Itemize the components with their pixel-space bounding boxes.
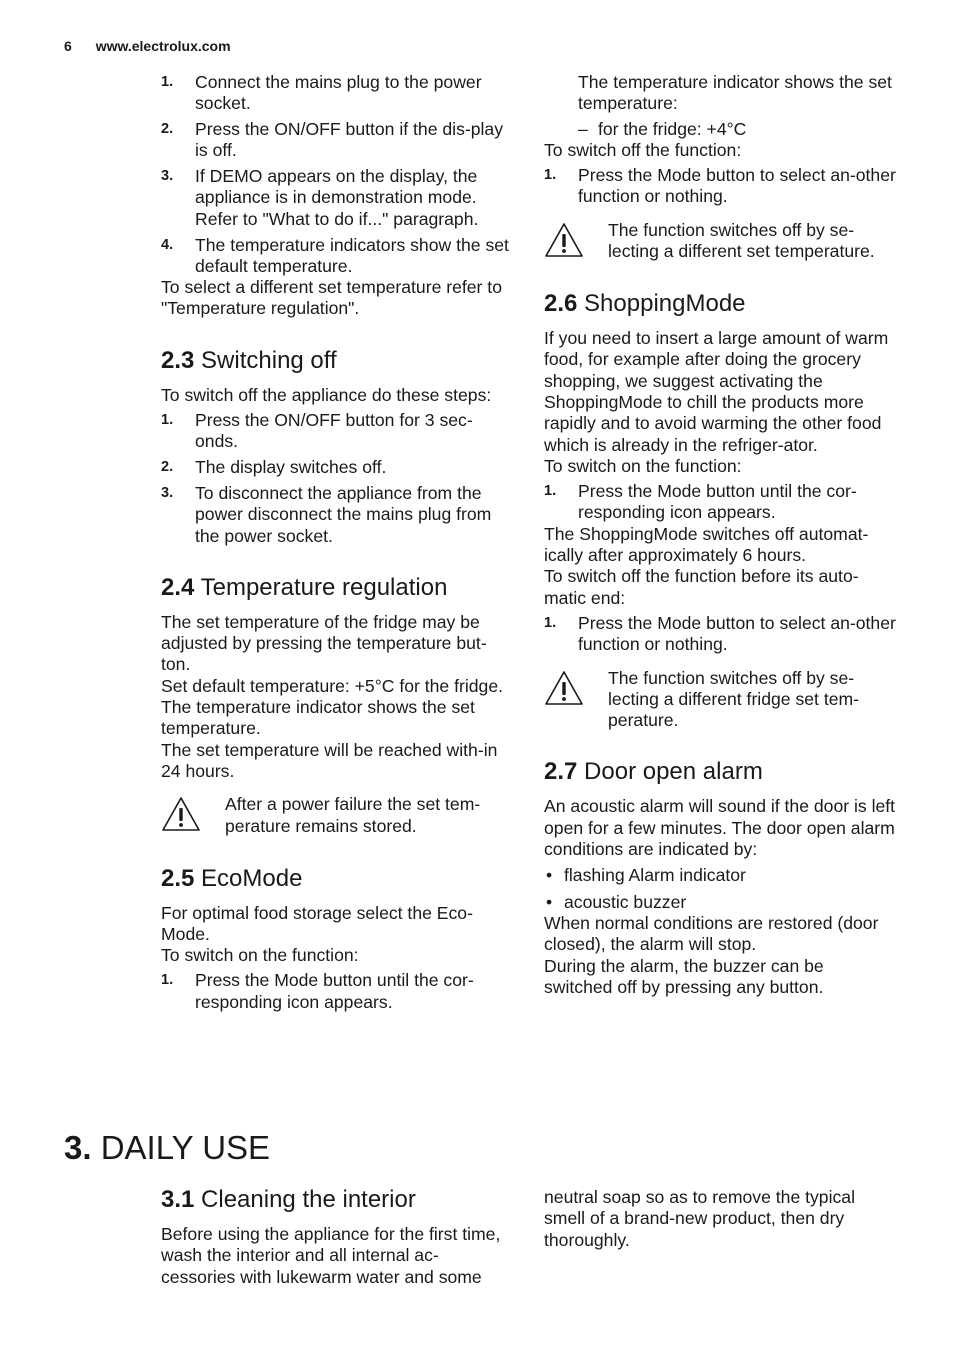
step-number: 3. — [161, 168, 174, 185]
step-number: 1. — [544, 614, 557, 631]
step-number: 4. — [161, 236, 174, 253]
list-item — [161, 166, 513, 230]
list-item — [161, 119, 513, 162]
step-number: 2. — [161, 121, 174, 138]
step-text: To disconnect the appliance from the power disconnect the mains plug from the power socket. — [195, 482, 492, 546]
paragraph: To switch off the function: — [544, 139, 742, 160]
left-column — [161, 72, 513, 1013]
paragraph: Before using the appliance for the first time, wash the interior and all internal ac-cessories with lukewarm water and some — [161, 1224, 501, 1287]
step-number: 1. — [161, 412, 174, 429]
chapter3-left-column — [161, 1185, 513, 1288]
step-text: The temperature indicators show the set default temperature. — [195, 234, 509, 276]
step-text: Press the Mode button until the cor-responding icon appears. — [578, 481, 857, 523]
warning-note — [544, 668, 896, 732]
ecomode-steps — [161, 970, 513, 1013]
warning-text: The function switches off by se-lecting a different fridge set tem-perature. — [608, 667, 860, 731]
chapter-heading — [64, 1128, 270, 1168]
section-title: Temperature regulation — [200, 573, 448, 601]
shopping-on-steps — [544, 481, 896, 524]
paragraph: An acoustic alarm will sound if the door is left open for a few minutes. The door open alarm conditions are indicated by: — [544, 796, 896, 860]
paragraph: The temperature indicator shows the set temperature. — [161, 697, 475, 739]
warning-note — [161, 794, 513, 837]
list-item — [161, 410, 513, 453]
dash-text: for the fridge: +4°C — [598, 118, 747, 139]
chapter3-right-column — [544, 1187, 896, 1251]
warning-note — [544, 220, 896, 263]
section-title: ShoppingMode — [584, 290, 746, 318]
step-text: The display switches off. — [195, 457, 387, 478]
section-heading-2-5 — [161, 864, 513, 894]
chapter-number: 3. — [64, 1129, 92, 1166]
list-item — [544, 613, 896, 656]
right-column — [544, 72, 896, 998]
list-item — [161, 235, 513, 278]
list-item — [544, 892, 896, 913]
warning-text: After a power failure the set tem-perature remains stored. — [225, 794, 481, 836]
paragraph: neutral soap so as to remove the typical smell of a brand-new product, then dry thoroughly. — [544, 1187, 855, 1250]
dash-marker: – — [578, 118, 588, 139]
site-url: www.electrolux.com — [95, 38, 231, 54]
list-item — [161, 72, 513, 115]
bullet-icon: • — [546, 891, 553, 912]
paragraph: If you need to insert a large amount of warm food, for example after doing the grocery shopping, we suggest activating the ShoppingMode to chill the products more rapidly and to avoid warming the other food which is already in the refriger-ator. — [544, 328, 889, 455]
section-number: 2.7 — [544, 758, 578, 786]
paragraph: The ShoppingMode switches off automat-ically after approximately 6 hours. — [544, 523, 869, 566]
paragraph: The set temperature will be reached with-in 24 hours. — [161, 739, 498, 781]
section-number: 2.6 — [544, 290, 578, 318]
section-number: 2.5 — [161, 864, 195, 892]
paragraph: During the alarm, the buzzer can be switched off by pressing any button. — [544, 955, 824, 997]
bullet-text: acoustic buzzer — [564, 891, 687, 912]
page-number: 6 — [64, 38, 72, 54]
step-text: Press the Mode button until the cor-responding icon appears. — [195, 970, 474, 1012]
switch-off-steps — [161, 410, 513, 547]
paragraph: To switch on the function: — [161, 945, 359, 966]
intro-steps — [161, 72, 513, 277]
paragraph: For optimal food storage select the Eco-Mode. — [161, 902, 473, 944]
paragraph: To select a different set temperature refer to "Temperature regulation". — [161, 277, 502, 319]
shopping-off-steps — [544, 613, 896, 656]
dash-item — [544, 119, 896, 140]
paragraph: Set default temperature: +5°C for the fridge. — [161, 675, 503, 696]
step-number: 1. — [161, 972, 174, 989]
paragraph: The temperature indicator shows the set temperature: — [578, 72, 892, 114]
bullet-list — [544, 865, 896, 913]
section-heading-2-4 — [161, 573, 513, 603]
warning-triangle-icon — [544, 668, 608, 732]
section-heading-2-7 — [544, 757, 896, 787]
paragraph: To switch on the function: — [544, 455, 742, 476]
step-text: Press the ON/OFF button for 3 sec-onds. — [195, 410, 473, 452]
section-number: 3.1 — [161, 1186, 195, 1213]
paragraph: To switch off the function before its auto-matic end: — [544, 566, 859, 608]
paragraph: When normal conditions are restored (door closed), the alarm will stop. — [544, 912, 879, 955]
section-title: Switching off — [201, 346, 337, 374]
step-text: Press the ON/OFF button if the dis-play is off. — [195, 119, 504, 161]
bullet-text: flashing Alarm indicator — [564, 865, 746, 886]
section-heading-3-1 — [161, 1185, 513, 1215]
list-item — [161, 457, 513, 478]
list-item — [161, 483, 513, 547]
page-header — [64, 38, 231, 54]
section-heading-2-6 — [544, 289, 896, 319]
step-text: Connect the mains plug to the power socket. — [195, 72, 482, 114]
ecomode-off-steps — [544, 165, 896, 208]
step-number: 1. — [161, 74, 174, 90]
step-number: 1. — [544, 167, 557, 184]
warning-text: The function switches off by se-lecting a different set temperature. — [608, 219, 875, 262]
step-text: Press the Mode button to select an-other function or nothing. — [578, 612, 896, 655]
list-item — [544, 481, 896, 524]
section-heading-2-3 — [161, 346, 513, 376]
list-item — [544, 165, 896, 208]
paragraph: To switch off the appliance do these steps: — [161, 384, 492, 405]
section-number: 2.4 — [161, 573, 195, 601]
list-item — [161, 970, 513, 1013]
step-number: 1. — [544, 483, 557, 500]
step-number: 3. — [161, 484, 174, 501]
warning-triangle-icon — [544, 220, 608, 263]
chapter-title: DAILY USE — [100, 1129, 271, 1166]
section-title: Cleaning the interior — [201, 1186, 416, 1213]
section-title: Door open alarm — [584, 758, 763, 786]
paragraph: The set temperature of the fridge may be adjusted by pressing the temperature but-ton. — [161, 611, 487, 675]
step-text: If DEMO appears on the display, the appliance is in demonstration mode. Refer to "What to do if..." paragraph. — [195, 166, 479, 229]
step-text: Press the Mode button to select an-other function or nothing. — [578, 165, 896, 207]
list-item — [544, 865, 896, 886]
bullet-icon: • — [546, 865, 553, 886]
section-number: 2.3 — [161, 346, 195, 374]
step-number: 2. — [161, 459, 174, 476]
warning-triangle-icon — [161, 794, 225, 837]
section-title: EcoMode — [201, 864, 303, 892]
